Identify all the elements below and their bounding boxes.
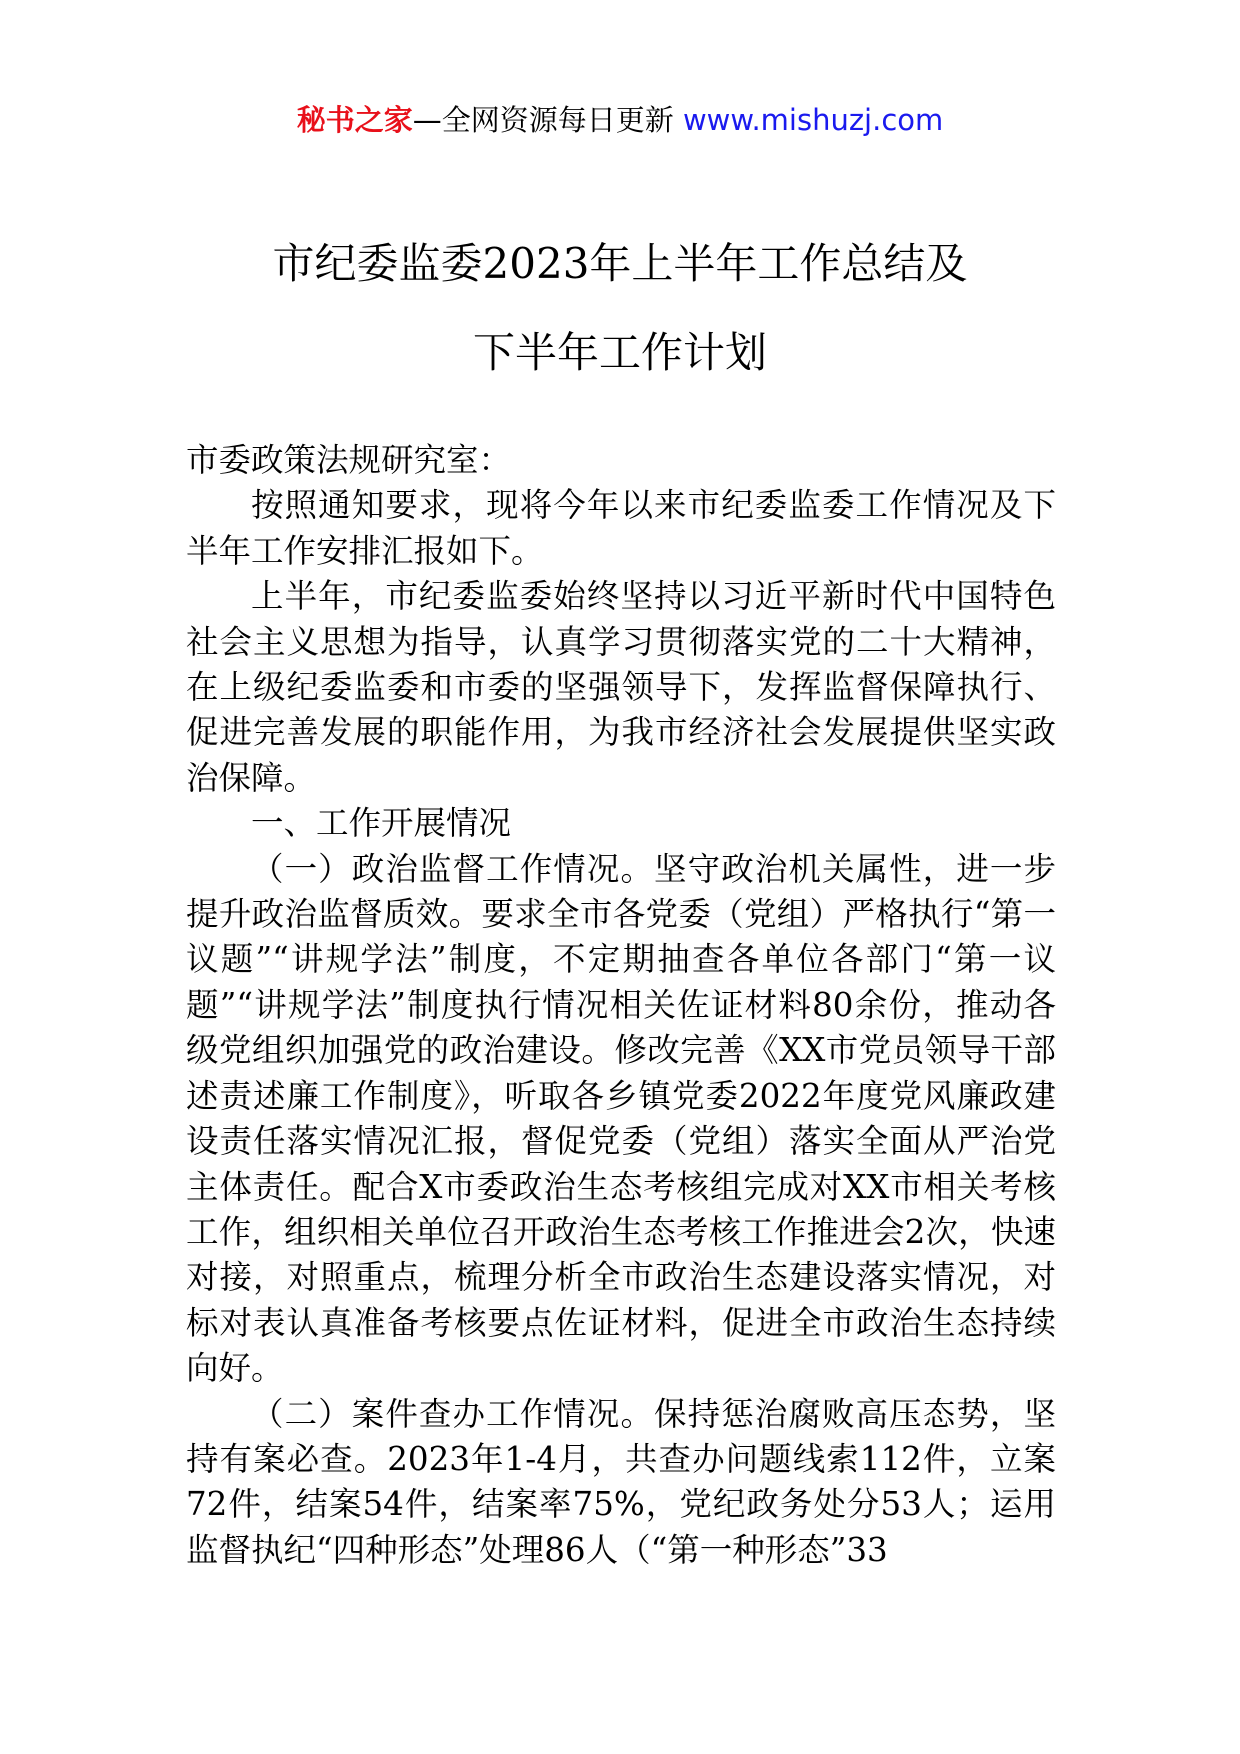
site-slogan: —全网资源每日更新 [412,103,674,137]
site-brand: 秘书之家 [296,103,413,137]
site-header [0,100,1240,140]
document-title-line-1: 市纪委监委2023年上半年工作总结及 [272,239,968,288]
paragraph-summary: 上半年，市纪委监委始终坚持以习近平新时代中国特色社会主义思想为指导，认真学习贯彻落实党的二十大精神，在上级纪委监委和市委的坚强领导下，发挥监督保障执行、促进完善发展的职能作用，为我市经济社会发展提供坚实政治保障。 [186,577,1056,797]
section-heading: 一、工作开展情况 [251,804,512,843]
document-body [186,438,1056,1573]
document-title-line-2: 下半年工作计划 [472,328,767,377]
paragraph-political-supervision: （一）政治监督工作情况。坚守政治机关属性，进一步提升政治监督质效。要求全市各党委（党组）严格执行“第一议题”“讲规学法”制度，不定期抽查各单位各部门“第一议题”“讲规学法”制度执行情况相关佐证材料80余份，推动各级党组织加强党的政治建设。修改完善《XX市党员领导干部述责述廉工作制度》，听取各乡镇党委2022年度党风廉政建设责任落实情况汇报，督促党委（党组）落实全面从严治党主体责任。配合X市委政治生态考核组完成对XX市相关考核工作，组织相关单位召开政治生态考核工作推进会2次，快速对接，对照重点，梳理分析全市政治生态建设落实情况，对标对表认真准备考核要点佐证材料，促进全市政治生态持续向好。 [186,849,1056,1388]
site-url-link[interactable]: www.mishuzj.com [682,103,944,137]
paragraph-case-handling: （二）案件查办工作情况。保持惩治腐败高压态势，坚持有案必查。2023年1-4月，共查办问题线索112件，立案72件，结案54件，结案率75%，党纪政务处分53人；运用监督执纪“四种形态”处理86人（“第一种形态”33 [186,1394,1056,1569]
addressee: 市委政策法规研究室： [186,441,512,479]
paragraph-intro: 按照通知要求，现将今年以来市纪委监委工作情况及下半年工作安排汇报如下。 [186,486,1056,570]
